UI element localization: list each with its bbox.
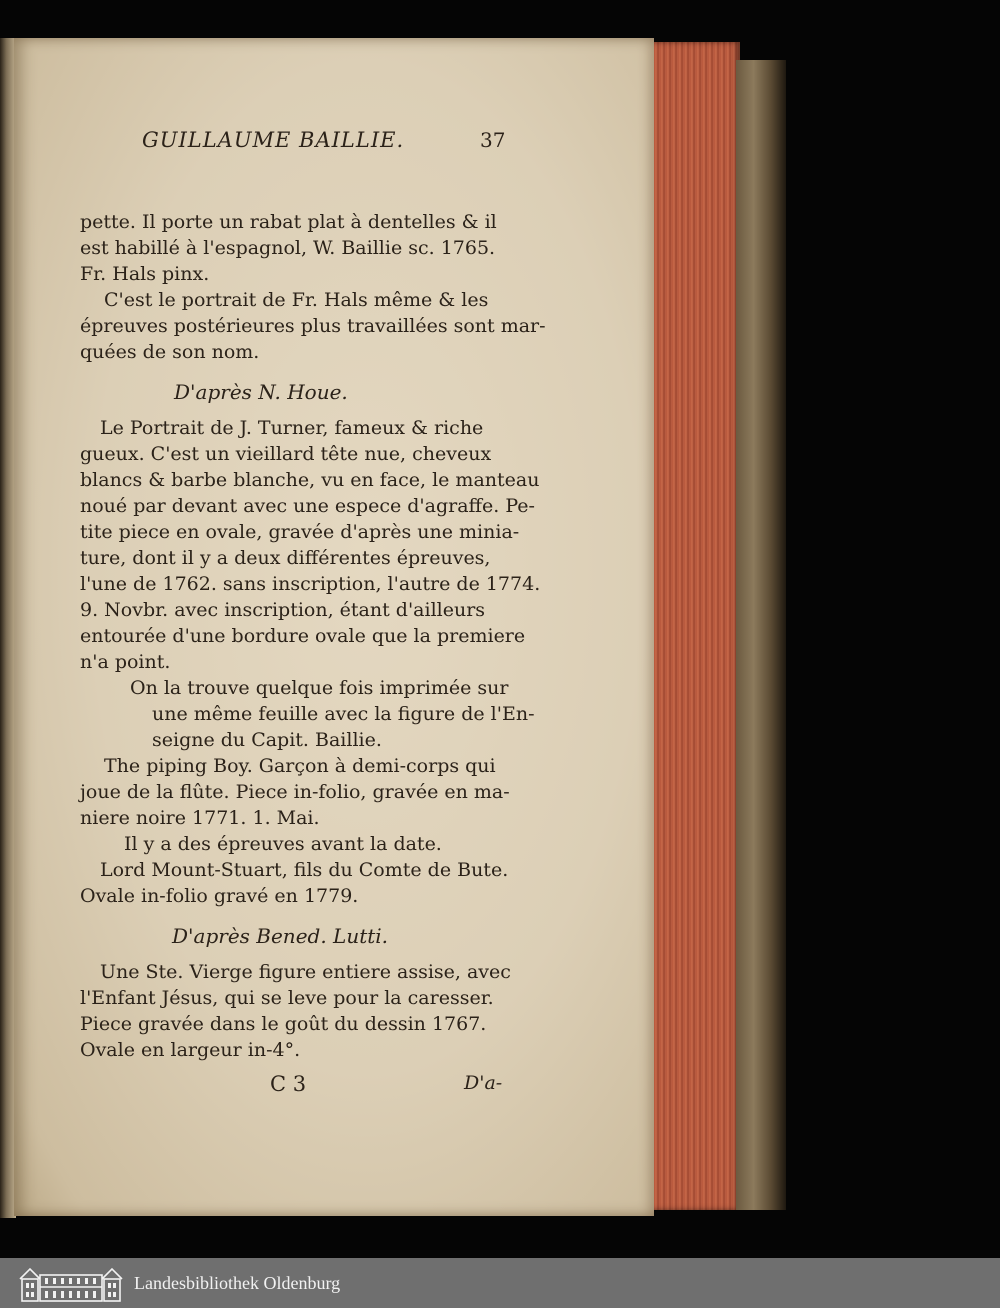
text-line: Lord Mount-Stuart, fils du Comte de Bute. <box>100 859 509 881</box>
library-building-icon <box>18 1263 124 1303</box>
text-line: C'est le portrait de Fr. Hals même & les <box>104 289 489 311</box>
text-line: l'Enfant Jésus, qui se leve pour la caresser. <box>80 987 494 1009</box>
text-line: Le Portrait de J. Turner, fameux & riche <box>100 417 484 439</box>
catchword: D'a- <box>464 1072 503 1094</box>
text-line: 9. Novbr. avec inscription, étant d'ailleurs <box>80 599 486 621</box>
text-line: Piece gravée dans le goût du dessin 1767. <box>80 1013 487 1035</box>
red-fore-edge <box>648 42 740 1210</box>
text-line: Il y a des épreuves avant la date. <box>124 833 442 855</box>
text-line: est habillé à l'espagnol, W. Baillie sc. 1765. <box>80 237 496 259</box>
footer-bar <box>0 1258 1000 1308</box>
text-line: ture, dont il y a deux différentes épreuves, <box>80 547 491 569</box>
text-line: On la trouve quelque fois imprimée sur <box>130 677 509 699</box>
page-number: 37 <box>480 128 506 152</box>
text-line: gueux. C'est un vieillard tête nue, cheveux <box>80 443 492 465</box>
text-line: noué par devant avec une espece d'agraffe. Pe- <box>80 495 535 517</box>
text-line: Ovale in-folio gravé en 1779. <box>80 885 359 907</box>
cover-edge <box>736 60 786 1210</box>
text-line: une même feuille avec la figure de l'En- <box>152 703 535 725</box>
text-line: Fr. Hals pinx. <box>80 263 210 285</box>
signature-mark: C 3 <box>270 1072 307 1096</box>
book-page <box>14 38 654 1216</box>
text-line: seigne du Capit. Baillie. <box>152 729 382 751</box>
section-heading: D'après Bened. Lutti. <box>172 924 389 948</box>
text-line: tite piece en ovale, gravée d'après une minia- <box>80 521 520 543</box>
text-line: joue de la flûte. Piece in-folio, gravée en ma- <box>80 781 510 803</box>
text-line: Une Ste. Vierge figure entiere assise, avec <box>100 961 511 983</box>
text-line: The piping Boy. Garçon à demi-corps qui <box>104 755 496 777</box>
text-line: quées de son nom. <box>80 341 260 363</box>
library-name: Landesbibliothek Oldenburg <box>134 1272 341 1293</box>
running-head: GUILLAUME BAILLIE. <box>142 128 405 152</box>
text-line: n'a point. <box>80 651 171 673</box>
text-line: blancs & barbe blanche, vu en face, le manteau <box>80 469 540 491</box>
page-text <box>14 38 654 1216</box>
text-line: l'une de 1762. sans inscription, l'autre de 1774. <box>80 573 541 595</box>
text-line: épreuves postérieures plus travaillées sont mar- <box>80 315 546 337</box>
text-line: Ovale en largeur in-4°. <box>80 1039 301 1061</box>
text-line: entourée d'une bordure ovale que la premiere <box>80 625 526 647</box>
text-line: niere noire 1771. 1. Mai. <box>80 807 320 829</box>
section-heading: D'après N. Houe. <box>174 380 348 404</box>
text-line: pette. Il porte un rabat plat à dentelles & il <box>80 211 497 233</box>
